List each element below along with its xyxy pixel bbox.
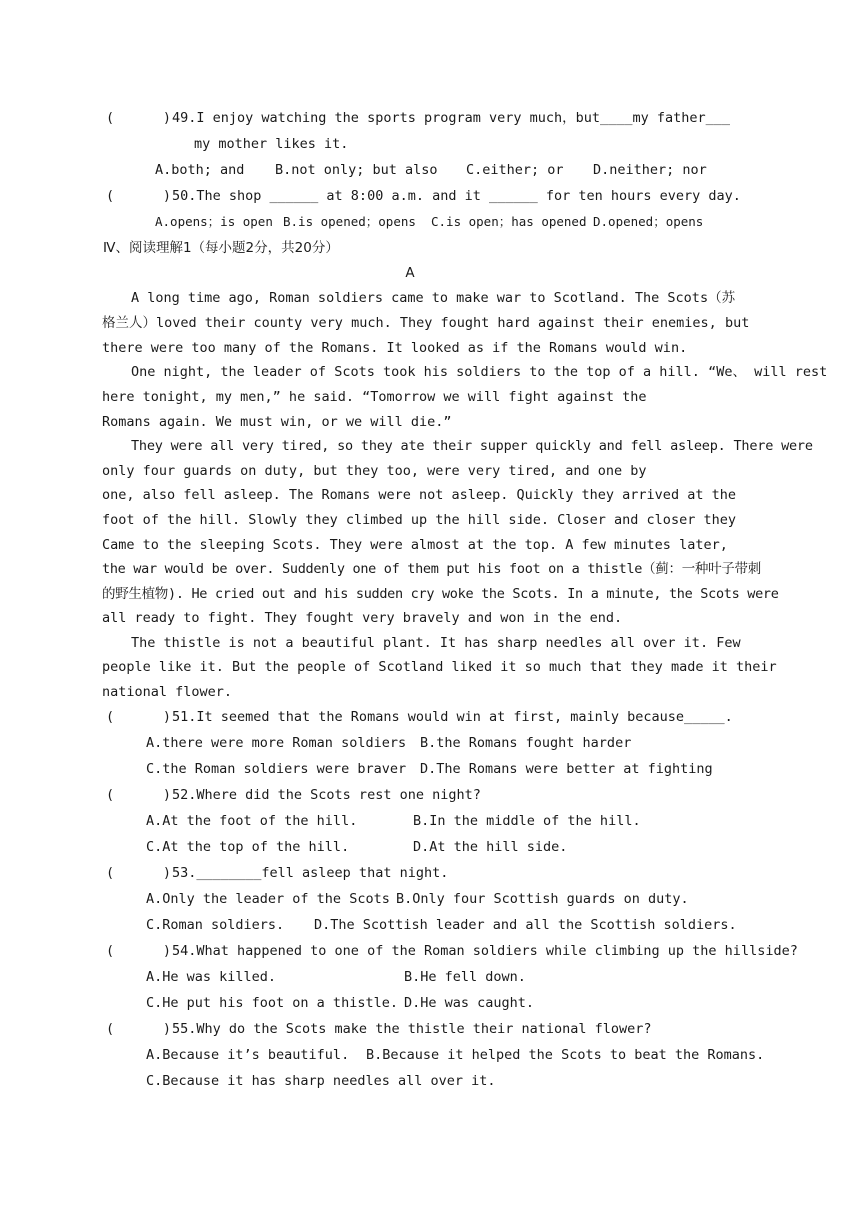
question-52-option-b: B.In the middle of the hill. xyxy=(413,813,641,829)
passage-line: national flower. xyxy=(102,684,233,700)
question-53-option-b: B.Only four Scottish guards on duty. xyxy=(396,891,689,907)
passage-line: only four guards on duty, but they too, were very tired, and one by xyxy=(102,463,647,479)
question-50-paren: ( ) xyxy=(106,188,172,204)
question-53-text: 53.________fell asleep that night. xyxy=(172,865,449,881)
question-52-option-d: D.At the hill side. xyxy=(413,839,568,855)
question-51-option-b: B.the Romans fought harder xyxy=(420,735,632,751)
question-50-option-c: C.is open；has opened xyxy=(431,214,587,229)
question-54-option-b: B.He fell down. xyxy=(404,969,526,985)
passage-line: One night, the leader of Scots took his soldiers to the top of a hill. “We、 will rest xyxy=(131,364,828,380)
passage-line: people like it. But the people of Scotland liked it so much that they made it their xyxy=(102,659,777,675)
passage-label: A xyxy=(405,265,415,281)
question-55-option-b: B.Because it helped the Scots to beat the Romans. xyxy=(366,1047,765,1063)
passage-line: Came to the sleeping Scots. They were almost at the top. A few minutes later, xyxy=(102,537,728,553)
question-52-paren: ( ) xyxy=(106,787,172,803)
question-51-text: 51.It seemed that the Romans would win at first, mainly because_____. xyxy=(172,709,733,725)
question-51-paren: ( ) xyxy=(106,709,172,725)
question-50-option-d: D.opened；opens xyxy=(593,214,704,229)
question-53-paren: ( ) xyxy=(106,865,172,881)
question-54-option-d: D.He was caught. xyxy=(404,995,535,1011)
question-50-option-a: A.opens；is open xyxy=(155,214,273,229)
passage-line: here tonight, my men,” he said. “Tomorrow we will fight against the xyxy=(102,389,647,405)
passage-line: all ready to fight. They fought very bravely and won in the end. xyxy=(102,610,623,626)
passage-line: A long time ago, Roman soldiers came to make war to Scotland. The Scots（苏 xyxy=(131,290,736,306)
question-49-option-d: D.neither; nor xyxy=(593,162,707,178)
passage-line: 格兰人）loved their county very much. They fought hard against their enemies, but xyxy=(102,315,750,331)
question-53-option-a: A.Only the leader of the Scots xyxy=(146,891,390,907)
question-52-text: 52.Where did the Scots rest one night? xyxy=(172,787,481,803)
passage-line: Romans again. We must win, or we will die.” xyxy=(102,414,452,430)
question-55-text: 55.Why do the Scots make the thistle their national flower? xyxy=(172,1021,652,1037)
section-title: Ⅳ、阅读理解1（每小题2分，共20分） xyxy=(103,240,339,256)
question-49-paren: ( ) xyxy=(106,110,172,126)
question-50-option-b: B.is opened；opens xyxy=(283,214,416,229)
passage-line: one, also fell asleep. The Romans were not asleep. Quickly they arrived at the xyxy=(102,487,736,503)
passage-line: foot of the hill. Slowly they climbed up the hill side. Closer and closer they xyxy=(102,512,736,528)
question-54-paren: ( ) xyxy=(106,943,172,959)
passage-line: They were all very tired, so they ate their supper quickly and fell asleep. There were xyxy=(131,438,813,454)
question-49-option-b: B.not only; but also xyxy=(275,162,438,178)
question-54-option-a: A.He was killed. xyxy=(146,969,277,985)
passage-line: there were too many of the Romans. It looked as if the Romans would win. xyxy=(102,340,688,356)
passage-line: the war would be over. Suddenly one of them put his foot on a thistle（蓟：一种叶子带刺 xyxy=(102,561,761,577)
question-54-option-c: C.He put his foot on a thistle. xyxy=(146,995,398,1011)
question-49-option-a: A.both; and xyxy=(155,162,245,178)
question-49-text: 49.I enjoy watching the sports program very much，but____my father___ xyxy=(172,110,731,126)
passage-line: 的野生植物). He cried out and his sudden cry woke the Scots. In a minute, the Scots were xyxy=(102,586,779,602)
question-54-text: 54.What happened to one of the Roman soldiers while climbing up the hillside? xyxy=(172,943,798,959)
question-51-option-c: C.the Roman soldiers were braver xyxy=(146,761,407,777)
question-51-option-a: A.there were more Roman soldiers xyxy=(146,735,407,751)
question-51-option-d: D.The Romans were better at fighting xyxy=(420,761,713,777)
question-53-option-c: C.Roman soldiers. xyxy=(146,917,285,933)
question-53-option-d: D.The Scottish leader and all the Scottish soldiers. xyxy=(314,917,737,933)
question-52-option-c: C.At the top of the hill. xyxy=(146,839,350,855)
question-50-text: 50.The shop ______ at 8:00 a.m. and it ______ for ten hours every day. xyxy=(172,188,741,204)
question-55-option-a: A.Because it’s beautiful. xyxy=(146,1047,350,1063)
question-52-option-a: A.At the foot of the hill. xyxy=(146,813,358,829)
passage-line: The thistle is not a beautiful plant. It has sharp needles all over it. Few xyxy=(131,635,741,651)
question-55-paren: ( ) xyxy=(106,1021,172,1037)
question-49-continuation: my mother likes it. xyxy=(194,136,349,152)
question-49-option-c: C.either; or xyxy=(466,162,564,178)
question-55-option-c: C.Because it has sharp needles all over it. xyxy=(146,1073,496,1089)
